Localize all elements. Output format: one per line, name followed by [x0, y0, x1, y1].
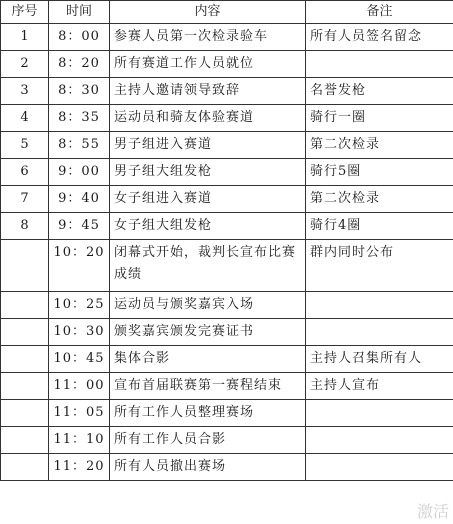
cell-note	[306, 454, 453, 481]
cell-note	[306, 51, 453, 78]
cell-no	[1, 292, 49, 319]
cell-time: 8：00	[49, 24, 110, 51]
cell-content: 闭幕式开始，裁判长宣布比赛成绩	[110, 240, 306, 292]
cell-no	[1, 346, 49, 373]
cell-note: 群内同时公布	[306, 240, 453, 292]
table-row	[1, 319, 453, 346]
cell-content: 女子组进入赛道	[110, 186, 306, 213]
table-row	[1, 346, 453, 373]
table-row	[1, 51, 453, 78]
cell-content: 所有工作人员合影	[110, 427, 306, 454]
cell-content: 宣布首届联赛第一赛程结束	[110, 373, 306, 400]
table-row	[1, 240, 453, 292]
cell-content: 运动员与颁奖嘉宾入场	[110, 292, 306, 319]
cell-no	[1, 240, 49, 292]
cell-time: 10：25	[49, 292, 110, 319]
cell-time: 8：55	[49, 132, 110, 159]
table-row	[1, 427, 453, 454]
cell-note: 主持人宣布	[306, 373, 453, 400]
cell-note: 骑行一圈	[306, 105, 453, 132]
cell-note	[306, 292, 453, 319]
cell-content: 所有赛道工作人员就位	[110, 51, 306, 78]
cell-note: 骑行5圈	[306, 159, 453, 186]
cell-note: 第二次检录	[306, 132, 453, 159]
cell-content: 颁奖嘉宾颁发完赛证书	[110, 319, 306, 346]
cell-content: 男子组进入赛道	[110, 132, 306, 159]
cell-time: 11：05	[49, 400, 110, 427]
table-row	[1, 213, 453, 240]
cell-time: 10：30	[49, 319, 110, 346]
cell-no	[1, 319, 49, 346]
cell-no: 8	[1, 213, 49, 240]
cell-content: 集体合影	[110, 346, 306, 373]
cell-no: 3	[1, 78, 49, 105]
cell-no: 2	[1, 51, 49, 78]
cell-note: 骑行4圈	[306, 213, 453, 240]
cell-content: 参赛人员第一次检录验车	[110, 24, 306, 51]
cell-note: 名誉发枪	[306, 78, 453, 105]
header-content: 内容	[110, 1, 306, 24]
cell-content: 所有工作人员整理赛场	[110, 400, 306, 427]
header-time: 时间	[49, 1, 110, 24]
watermark: 激活	[416, 502, 449, 521]
cell-note	[306, 427, 453, 454]
cell-content: 男子组大组发枪	[110, 159, 306, 186]
cell-time: 11：00	[49, 373, 110, 400]
cell-note: 第二次检录	[306, 186, 453, 213]
table-row	[1, 373, 453, 400]
cell-note	[306, 400, 453, 427]
cell-note: 所有人员签名留念	[306, 24, 453, 51]
cell-time: 8：35	[49, 105, 110, 132]
table-row	[1, 186, 453, 213]
cell-time: 9：40	[49, 186, 110, 213]
cell-content: 主持人邀请领导致辞	[110, 78, 306, 105]
table-row	[1, 78, 453, 105]
cell-content: 运动员和骑友体验赛道	[110, 105, 306, 132]
cell-time: 8：20	[49, 51, 110, 78]
cell-content: 所有人员撤出赛场	[110, 454, 306, 481]
cell-no	[1, 400, 49, 427]
table-row	[1, 400, 453, 427]
header-no: 序号	[1, 1, 49, 24]
cell-time: 9：00	[49, 159, 110, 186]
cell-time: 10：45	[49, 346, 110, 373]
cell-no: 5	[1, 132, 49, 159]
table-row	[1, 292, 453, 319]
table-row	[1, 24, 453, 51]
cell-no: 6	[1, 159, 49, 186]
table-row	[1, 159, 453, 186]
cell-no	[1, 454, 49, 481]
cell-no	[1, 427, 49, 454]
cell-time: 10：20	[49, 240, 110, 292]
header-row	[1, 1, 453, 24]
header-note: 备注	[306, 1, 453, 24]
cell-no: 7	[1, 186, 49, 213]
cell-no	[1, 373, 49, 400]
cell-time: 11：20	[49, 454, 110, 481]
cell-no: 1	[1, 24, 49, 51]
cell-time: 8：30	[49, 78, 110, 105]
table-row	[1, 454, 453, 481]
cell-content: 女子组大组发枪	[110, 213, 306, 240]
table-row	[1, 105, 453, 132]
cell-time: 11：10	[49, 427, 110, 454]
cell-time: 9：45	[49, 213, 110, 240]
cell-note	[306, 319, 453, 346]
table-row	[1, 132, 453, 159]
cell-no: 4	[1, 105, 49, 132]
cell-note: 主持人召集所有人	[306, 346, 453, 373]
